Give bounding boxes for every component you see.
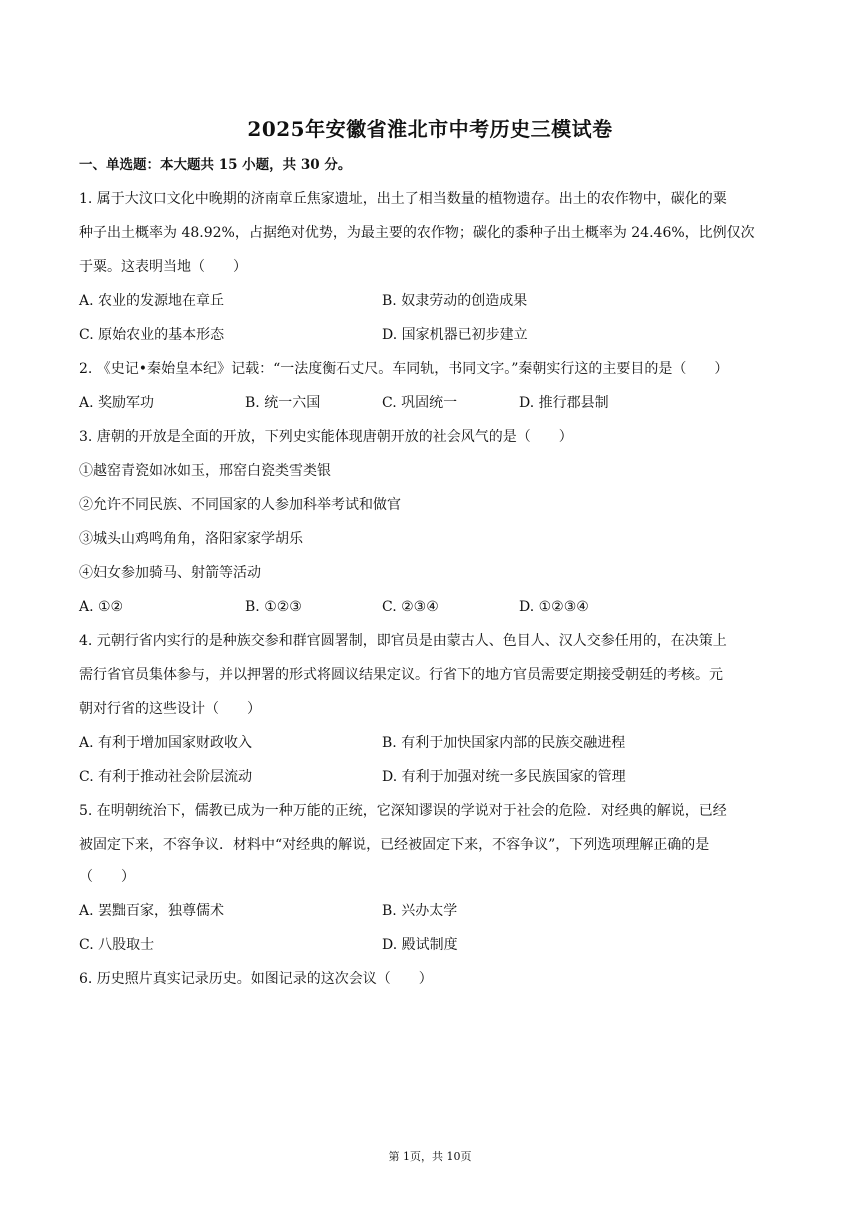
page-footer: 第 1页，共 10页 <box>388 1150 472 1163</box>
question-3-item-4: ④妇女参加骑马、射箭等活动 <box>79 565 261 581</box>
question-1-option-a: A. 农业的发源地在章丘 <box>79 293 225 309</box>
question-4-line-3: 朝对行省的这些设计（ ） <box>79 701 261 717</box>
question-1-line-3: 于粟。这表明当地（ ） <box>79 259 247 275</box>
question-5-line-3: （ ） <box>79 869 135 885</box>
question-3-item-2: ②允许不同民族、不同国家的人参加科举考试和做官 <box>79 497 401 513</box>
question-5-line-2: 被固定下来，不容争议．材料中“对经典的解说，已经被固定下来，不容争议”，下列选项理解正确的是 <box>79 837 710 853</box>
page-title: 2025年安徽省淮北市中考历史三模试卷 <box>247 117 613 141</box>
question-4-line-1: 4. 元朝行省内实行的是种族交参和群官圆署制，即官员是由蒙古人、色目人、汉人交参任用的，在决策上 <box>79 633 727 649</box>
question-4-option-d: D. 有利于加强对统一多民族国家的管理 <box>382 769 626 785</box>
question-3-item-3: ③城头山鸡鸣角角，洛阳家家学胡乐 <box>79 531 303 547</box>
question-5-option-a: A. 罢黜百家，独尊儒术 <box>79 903 225 919</box>
section-heading: 一、单选题：本大题共 15 小题，共 30 分。 <box>79 157 352 173</box>
question-2-line-1: 2. 《史记•秦始皇本纪》记载：“一法度衡石丈尺。车同轨，书同文字。”秦朝实行这的主要目的是（ ） <box>79 361 729 377</box>
question-4-option-b: B. 有利于加快国家内部的民族交融进程 <box>382 735 626 751</box>
question-2-option-a: A. 奖励军功 <box>79 395 155 411</box>
question-2-option-c: C. 巩固统一 <box>382 395 458 411</box>
question-3-line-1: 3. 唐朝的开放是全面的开放，下列史实能体现唐朝开放的社会风气的是（ ） <box>79 429 573 445</box>
question-3-option-a: A. ①② <box>79 599 124 615</box>
question-5-line-1: 5. 在明朝统治下，儒教已成为一种万能的正统，它深知谬误的学说对于社会的危险．对经典的解说，已经 <box>79 803 727 819</box>
question-1-option-d: D. 国家机器已初步建立 <box>382 327 528 343</box>
question-2-option-b: B. 统一六国 <box>245 395 321 411</box>
question-1-line-2: 种子出土概率为 48.92%，占据绝对优势，为最主要的农作物；碳化的黍种子出土概率为 24.46%，比例仅次 <box>79 225 755 241</box>
question-3-option-b: B. ①②③ <box>245 599 302 615</box>
question-1-option-b: B. 奴隶劳动的创造成果 <box>382 293 528 309</box>
question-6-line-1: 6. 历史照片真实记录历史。如图记录的这次会议（ ） <box>79 971 433 987</box>
question-3-option-c: C. ②③④ <box>382 599 439 615</box>
question-1-line-1: 1. 属于大汶口文化中晚期的济南章丘焦家遗址，出土了相当数量的植物遗存。出土的农作物中，碳化的粟 <box>79 191 727 207</box>
question-3-option-d: D. ①②③④ <box>519 599 589 615</box>
question-2-option-d: D. 推行郡县制 <box>519 395 609 411</box>
question-5-option-b: B. 兴办太学 <box>382 903 458 919</box>
question-4-line-2: 需行省官员集体参与，并以押署的形式将圆议结果定议。行省下的地方官员需要定期接受朝廷的考核。元 <box>79 667 723 683</box>
question-5-option-d: D. 殿试制度 <box>382 937 458 953</box>
question-4-option-a: A. 有利于增加国家财政收入 <box>79 735 253 751</box>
question-5-option-c: C. 八股取士 <box>79 937 155 953</box>
question-3-item-1: ①越窑青瓷如冰如玉，邢窑白瓷类雪类银 <box>79 463 331 479</box>
question-4-option-c: C. 有利于推动社会阶层流动 <box>79 769 253 785</box>
question-1-option-c: C. 原始农业的基本形态 <box>79 327 225 343</box>
